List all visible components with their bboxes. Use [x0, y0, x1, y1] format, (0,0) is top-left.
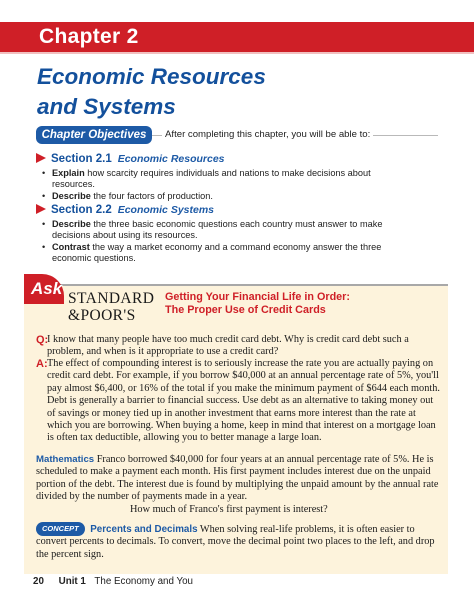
ask-heading	[165, 291, 350, 317]
bullet-text: the four factors of production.	[90, 191, 213, 201]
section-number: Section 2.1	[51, 153, 112, 165]
answer-text: The effect of compounding interest is to seriously increase the rate you are actually paying on credit card debt. For example, if you borrow $40,000 at an annual percentage rate of 5%, you'll pay almost $6,400, or 16% of the total if you make the minimum payment of $644 each month. Debt is generally a barrier to financial success. Use debt as an alternative to taking money out of savings or money tied up in another investment that earns more interest than the rate at which you are borrowing. When buying a home, keep in mind that interest on a mortgage loan is often tax deductible, allowing you to better manage a large loan.	[47, 358, 440, 444]
title-line-2: and Systems	[37, 94, 176, 119]
concept-text: When solving real-life problems, it is often easier to convert percents to decimals. To convert, move the decimal point two places to the left, and drop the percent sign.	[36, 524, 435, 560]
question-text: I know that many people have too much credit card debt. Why is credit card debt such a problem, and when is it appropriate to use a credit card?	[47, 334, 409, 358]
bullet-text: the three basic economic questions each country must answer to make decisions about using its resources.	[52, 219, 383, 241]
math-label: Mathematics	[36, 454, 95, 465]
chapter-label: Chapter 2	[39, 25, 139, 48]
bullet-icon: •	[42, 242, 46, 252]
logo-line-2: &POOR'S	[68, 306, 136, 324]
concept-badge: CONCEPT	[36, 522, 85, 536]
bullet-verb: Explain	[52, 168, 85, 178]
section-2-1-heading	[36, 153, 225, 165]
list-item	[42, 168, 402, 190]
chapter-title	[37, 62, 266, 122]
concept-title: Percents and Decimals	[90, 524, 198, 535]
standard-poors-logo	[68, 291, 154, 324]
list-item	[42, 242, 402, 264]
bullet-verb: Describe	[52, 219, 91, 229]
objectives-intro: After completing this chapter, you will be able to:	[162, 129, 373, 140]
answer-block	[36, 358, 441, 445]
math-text: Franco borrowed $40,000 for four years at an annual percentage rate of 5%. He is scheduled to make a payment each month. His first payment includes interest due on the unpaid portion of the debt. The interest due is found by multiplying the unpaid amount by the annual rate divided by the number of payments made in a year.	[36, 454, 439, 503]
objectives-badge: Chapter Objectives	[36, 126, 152, 144]
bullet-verb: Describe	[52, 191, 91, 201]
arrow-right-icon	[36, 153, 46, 163]
page-footer	[33, 576, 193, 587]
unit-title: The Economy and You	[94, 576, 193, 587]
concept-note	[36, 522, 441, 561]
bullet-icon: •	[42, 191, 46, 201]
unit-label: Unit 1	[58, 576, 86, 587]
section-name: Economic Resources	[117, 153, 225, 165]
section-name: Economic Systems	[117, 204, 215, 216]
bullet-text: how scarcity requires individuals and nations to make decisions about resources.	[52, 168, 371, 190]
ask-heading-line-2: The Proper Use of Credit Cards	[165, 304, 326, 316]
logo-line-1: STANDARD	[68, 290, 155, 307]
ask-badge: Ask	[24, 274, 64, 304]
bullet-verb: Contrast	[52, 242, 90, 252]
math-problem	[36, 454, 441, 504]
answer-marker: A:	[36, 358, 48, 370]
math-question: How much of Franco's first payment is interest?	[130, 504, 328, 515]
question-block	[36, 334, 441, 359]
arrow-right-icon	[36, 204, 46, 214]
question-marker: Q:	[36, 334, 49, 346]
section-number: Section 2.2	[51, 204, 112, 216]
list-item	[42, 191, 402, 202]
ask-heading-line-1: Getting Your Financial Life in Order:	[165, 291, 350, 303]
page-number: 20	[33, 576, 44, 587]
list-item	[42, 219, 402, 241]
title-line-1: Economic Resources	[37, 64, 266, 89]
bullet-icon: •	[42, 219, 46, 229]
banner-stripe	[0, 52, 474, 54]
bullet-icon: •	[42, 168, 46, 178]
section-2-2-heading	[36, 204, 214, 216]
bullet-text: the way a market economy and a command economy answer the three economic questions.	[52, 242, 382, 264]
